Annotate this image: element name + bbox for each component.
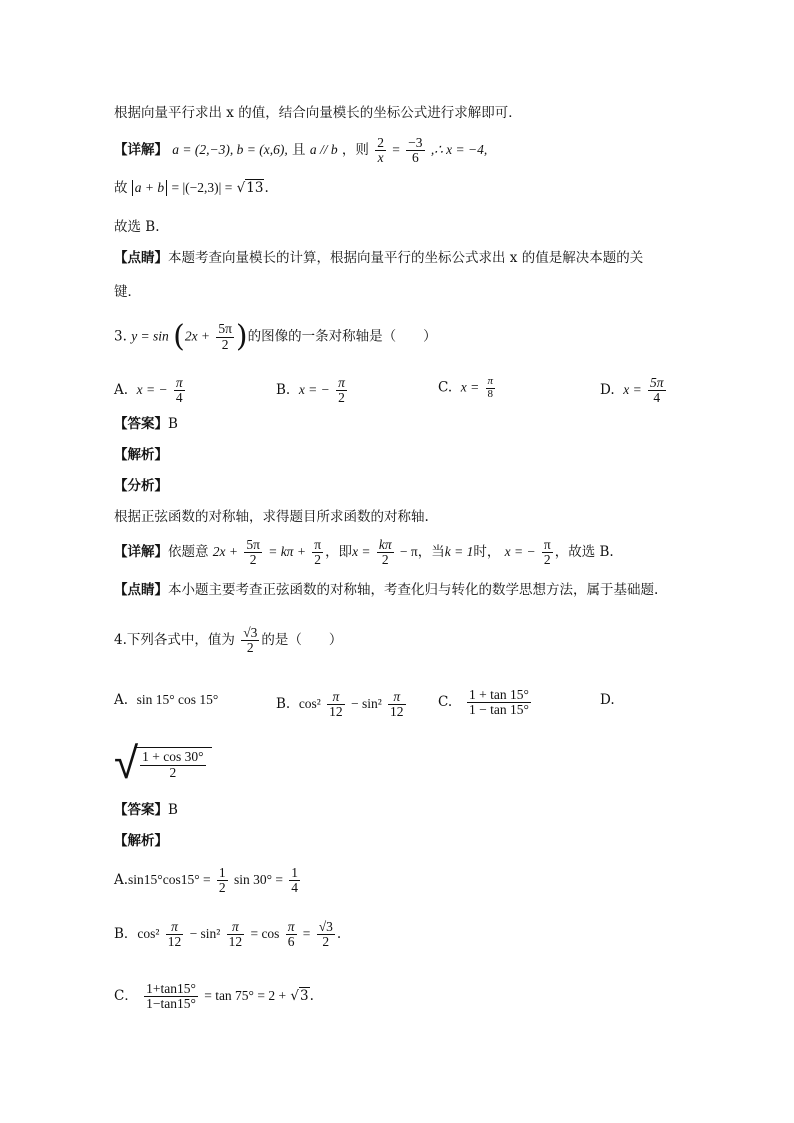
q3-stem: 3. y = sin (2x + $\frac{5\pi}{2}$ )的图像的一条对称轴是（ ） (114, 319, 437, 354)
comment-tag: 【点睛】 (114, 250, 168, 266)
q4-stem: 4.下列各式中，值为 $\frac{√3}{2}$ 的是（ ） (114, 625, 343, 656)
comment-text1: 本题考查向量模长的计算，根据向量平行的坐标公式求出 x 的值是解决本题的关 (168, 250, 644, 266)
q4-jiexi: 【解析】 (114, 833, 168, 849)
gu-text: 故 (114, 180, 128, 196)
period: . (264, 180, 269, 196)
q3-detail: 【详解】依题意 2x + $\frac{5\pi}{2}$ = kπ + $\frac{\pi}{2}$ ，即x = $\frac{k\pi}{2}$ − π，当k = 1时， x = − $\frac{\pi}{2}$ ，故选 B. (114, 537, 614, 568)
q4-option-a: A. sin 15° cos 15° (114, 692, 219, 708)
detail-q2 (114, 136, 487, 165)
q3-frac-5pi-2: $\frac{5\pi}{2}$ (218, 321, 232, 352)
parallel-expr: a // b (309, 142, 338, 158)
sqrt-13: √13 (236, 180, 264, 196)
q3-inner: 2x + (184, 328, 211, 344)
q3-option-a: A. x = − $\frac{\pi}{4}$ (114, 375, 183, 406)
x-result: ,∴ x = −4, (430, 142, 488, 158)
q4-sol-b: B．cos² $\frac{\pi}{12}$ − sin² $\frac{\pi}{12}$ = cos $\frac{\pi}{6}$ = $\frac{√3}{2}$ . (114, 919, 342, 950)
qie-text: 且 (292, 142, 306, 159)
q3-option-b: B. x = − $\frac{\pi}{2}$ (276, 375, 345, 406)
ze-text: ，则 (341, 142, 369, 159)
q3-answer-value: B (168, 416, 178, 432)
q4-sol-c: C． $\frac{1+\tan 15^\circ}{1-\tan 15^\circ}$ = tan 75° = 2 + √3. (114, 981, 314, 1012)
q3-answer: 【答案】B (114, 416, 178, 432)
comment-q2-cont: 键． (114, 284, 141, 300)
q3-jiexi: 【解析】 (114, 447, 168, 463)
q4-option-d-label: D. (600, 692, 615, 708)
comment-q2 (114, 248, 643, 268)
q3-fenxi: 【分析】 (114, 478, 168, 494)
q3-stem-text: 的图像的一条对称轴是（ ） (247, 328, 437, 345)
q3-fenxi-text: 根据正弦函数的对称轴，求得题目所求函数的对称轴. (114, 509, 429, 525)
q4-sol-a: A.sin15°cos15° = $\frac{1}{2}$ sin 30° = $\frac{1}{4}$ (114, 865, 299, 896)
detail-tag: 【详解】 (114, 142, 168, 159)
frac-2-x: $\frac{2}{x}$ (377, 135, 384, 166)
frac-neg3-6: $\frac{-3}{6}$ (408, 135, 423, 166)
q4-option-d-expr: √ $\frac{1 + \cos 30^\circ}{2}$ (114, 738, 212, 789)
q4-option-b: B. cos² $\frac{\pi}{12}$ − sin² $\frac{\pi}{12}$ (276, 689, 404, 720)
q4-option-c: C. $\frac{1 + \tan 15^\circ}{1 - \tan 15^\circ}$ (438, 687, 529, 718)
q4-answer: 【答案】B (114, 802, 178, 818)
q3-number: 3. (114, 328, 127, 345)
abs-a-plus-b: a + b (132, 180, 167, 196)
q3-option-d: D. x = $\frac{5\pi}{4}$ (600, 375, 664, 406)
detail-q2-line2 (114, 178, 269, 198)
q3-comment: 【点睛】本小题主要考查正弦函数的对称轴，考查化归与转化的数学思想方法，属于基础题. (114, 582, 659, 598)
vectors-def: a = (2,−3), b = (x,6), (172, 142, 288, 158)
analysis-q2: 根据向量平行求出 x 的值，结合向量模长的坐标公式进行求解即可． (114, 105, 522, 121)
choose-q2: 故选 B. (114, 219, 160, 235)
eq-sign: = (392, 142, 400, 158)
q3-option-c: C. x = $\frac{\pi}{8}$ (438, 375, 494, 400)
q3-lhs: y = sin (131, 328, 169, 344)
abs-eq: = |(−2,3)| = (171, 180, 233, 195)
